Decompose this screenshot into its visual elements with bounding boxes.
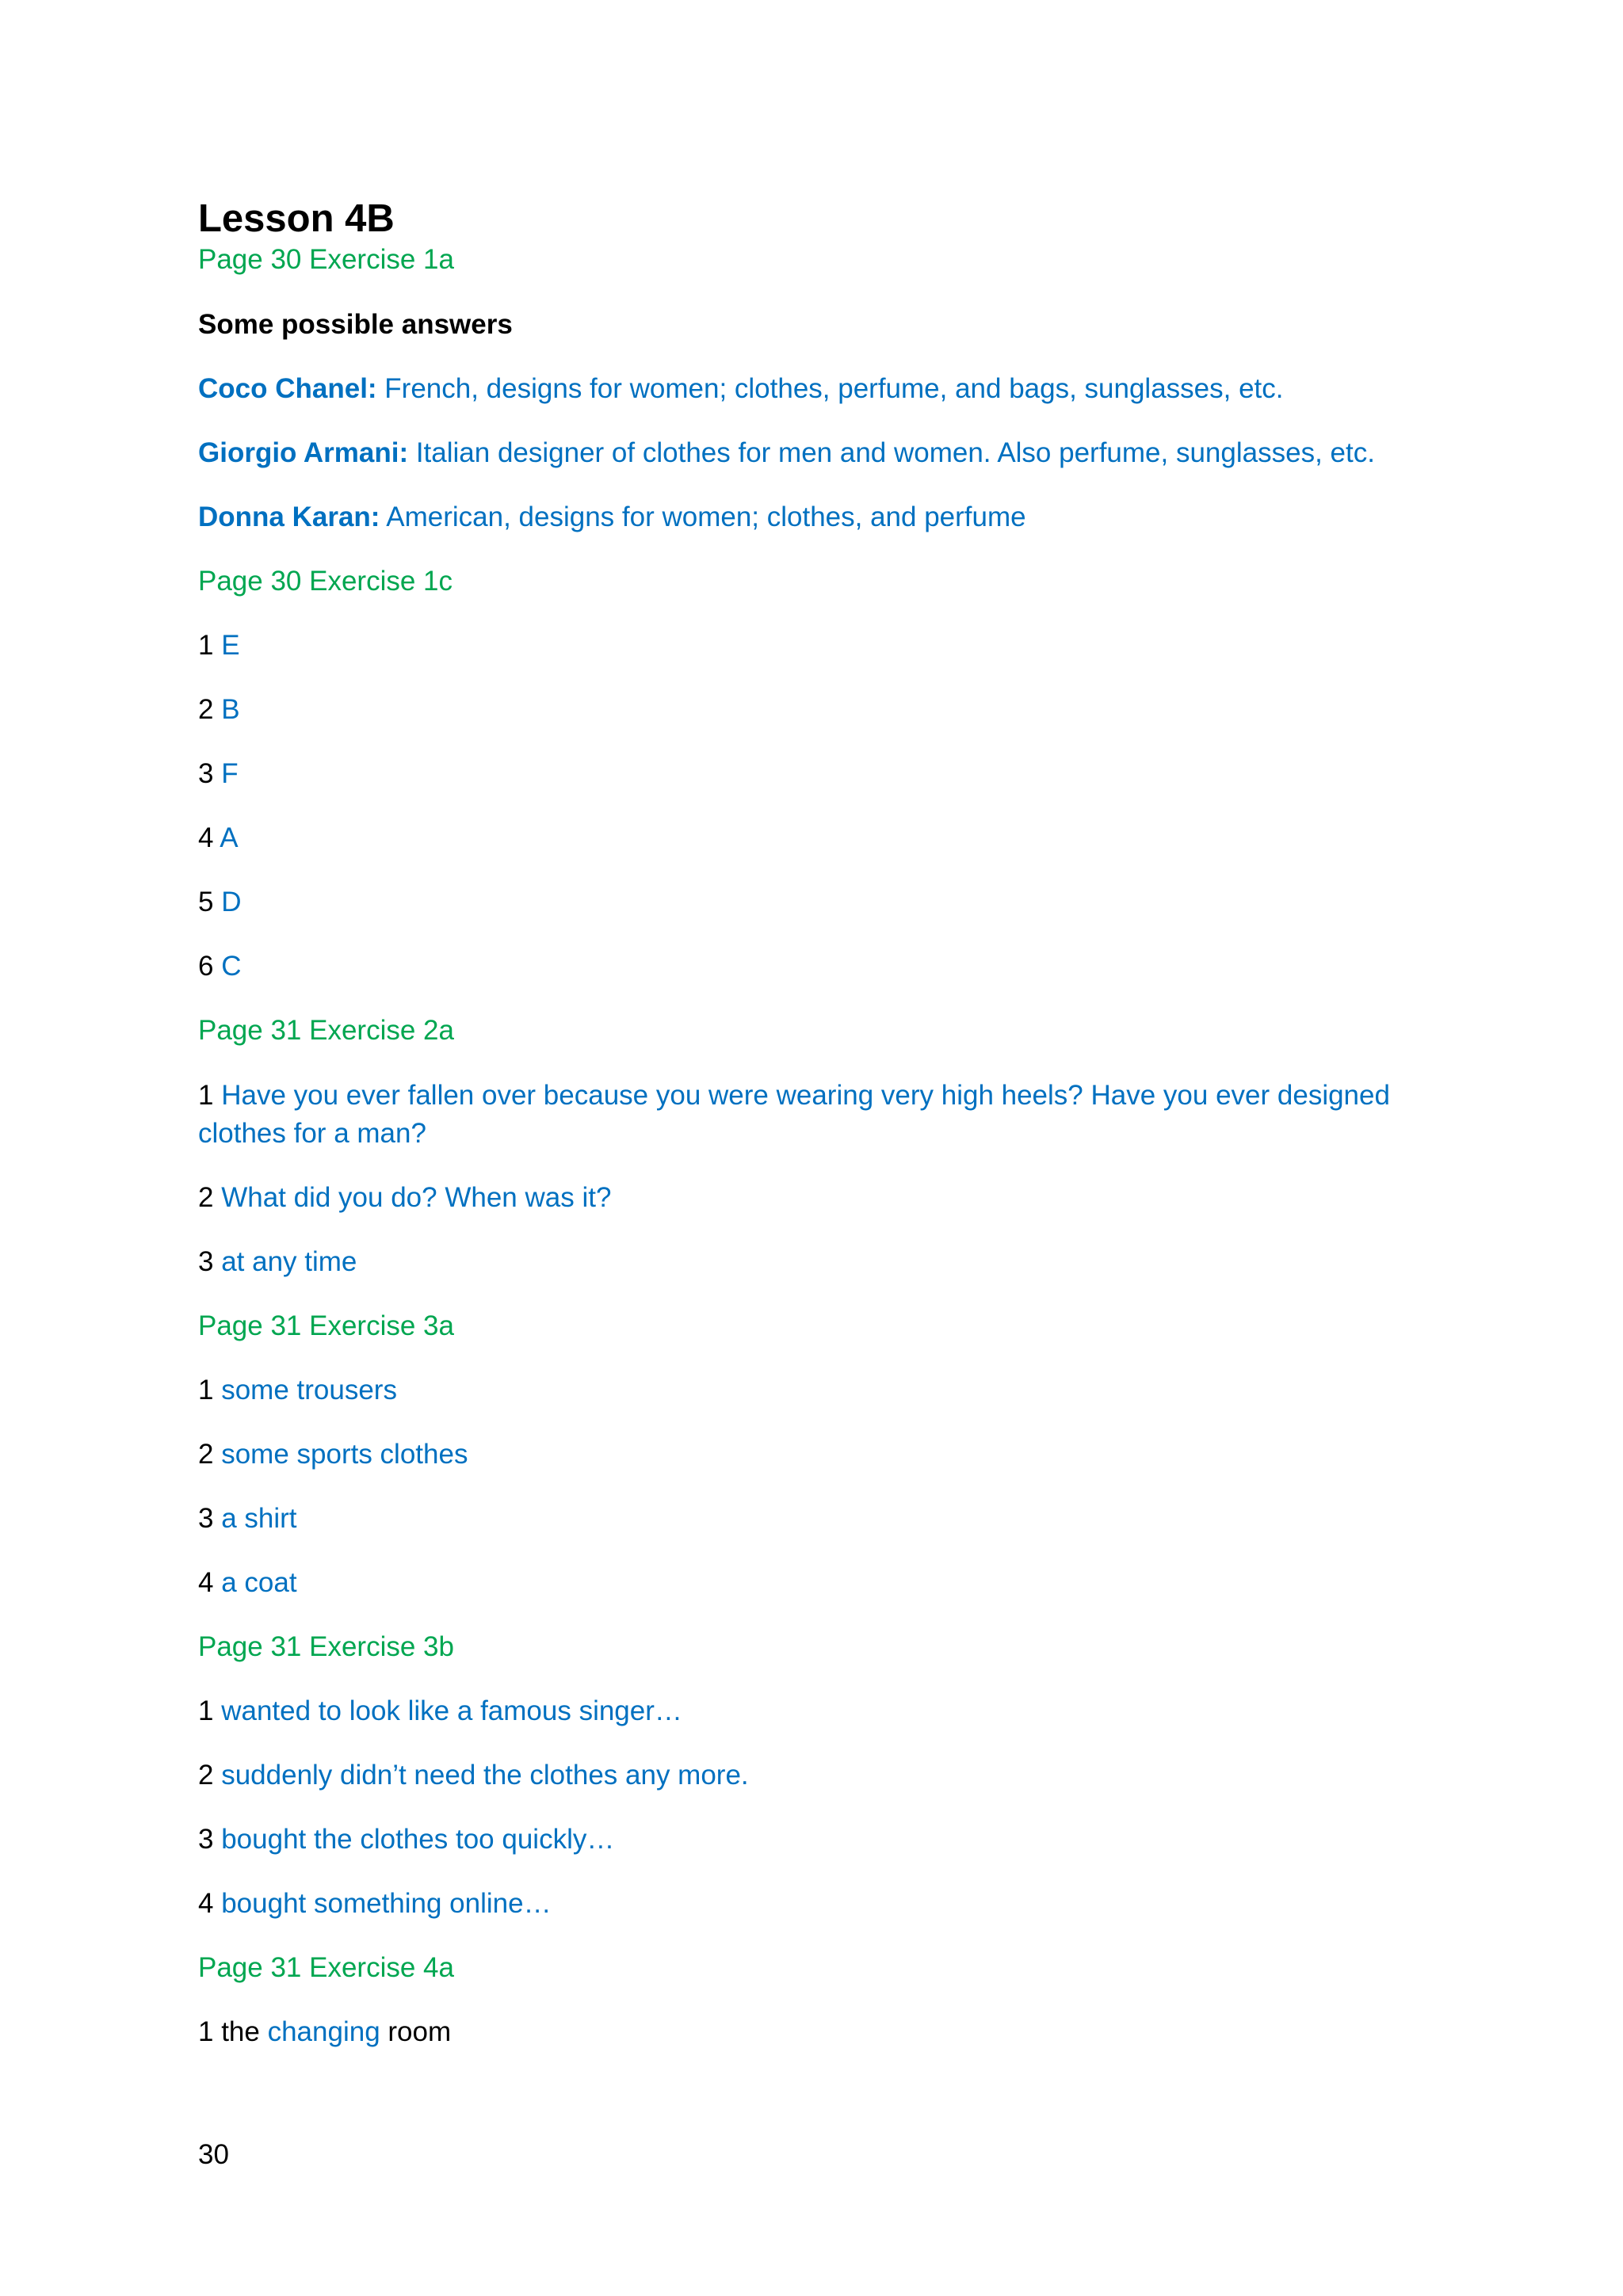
designer-description: French, designs for women; clothes, perfume, and bags, sunglasses, etc. xyxy=(376,373,1284,404)
answer-number: 6 xyxy=(198,951,214,982)
designer-name: Giorgio Armani: xyxy=(198,437,409,468)
answer-number: 1 xyxy=(198,1695,214,1726)
answer-text: some trousers xyxy=(221,1375,397,1405)
exercise-label-2a: Page 31 Exercise 2a xyxy=(198,1015,454,1046)
answer-text: E xyxy=(221,630,240,661)
answer-text-continuation: clothes for a man? xyxy=(198,1118,426,1149)
designer-entry xyxy=(198,371,1284,407)
answer-number: 3 xyxy=(198,1246,214,1277)
answer-text: D xyxy=(221,887,242,917)
answer-item xyxy=(198,1436,468,1473)
answer-text: Have you ever fallen over because you were wearing very high heels? Have you ever designed xyxy=(221,1080,1390,1111)
answer-number: 3 xyxy=(198,1503,214,1534)
answer-text: a shirt xyxy=(221,1503,297,1534)
answer-text: suddenly didn’t need the clothes any more. xyxy=(221,1760,749,1791)
answer-suffix: room xyxy=(388,2016,452,2047)
answer-item xyxy=(198,1077,1390,1114)
answer-number: 2 xyxy=(198,1182,214,1213)
answer-item xyxy=(198,820,239,856)
answer-text: bought something online… xyxy=(221,1888,552,1919)
answer-item xyxy=(198,1821,614,1858)
answer-number: 1 xyxy=(198,1080,214,1111)
answer-highlight: changing xyxy=(267,2016,380,2047)
answer-text: bought the clothes too quickly… xyxy=(221,1824,615,1855)
page-number: 30 xyxy=(198,2139,229,2170)
answer-item xyxy=(198,1180,611,1216)
exercise-label-4a: Page 31 Exercise 4a xyxy=(198,1952,454,1983)
answer-item xyxy=(198,627,240,664)
answer-number: 2 xyxy=(198,694,214,725)
answer-number: 3 xyxy=(198,1824,214,1855)
answer-item xyxy=(198,2014,451,2050)
answer-text: B xyxy=(221,694,240,725)
answer-item xyxy=(198,948,241,985)
answer-number: 1 xyxy=(198,630,214,661)
answer-number: 5 xyxy=(198,887,214,917)
answer-item xyxy=(198,1565,297,1601)
answer-text: What did you do? When was it? xyxy=(221,1182,612,1213)
answer-item xyxy=(198,1372,397,1409)
answer-item xyxy=(198,1886,552,1922)
answer-item xyxy=(198,692,240,728)
answer-item xyxy=(198,1757,749,1794)
designer-name: Donna Karan: xyxy=(198,502,380,532)
answer-text: at any time xyxy=(221,1246,357,1277)
answer-text: C xyxy=(221,951,242,982)
answer-prefix: the xyxy=(221,2016,260,2047)
answer-item xyxy=(198,756,239,792)
answer-text: F xyxy=(221,758,239,789)
answer-text: some sports clothes xyxy=(221,1439,468,1470)
exercise-label-3a: Page 31 Exercise 3a xyxy=(198,1310,454,1341)
answer-text: a coat xyxy=(221,1567,297,1598)
answer-number: 3 xyxy=(198,758,214,789)
answer-item xyxy=(198,884,241,921)
answer-number: 4 xyxy=(198,1888,214,1919)
designer-name: Coco Chanel: xyxy=(198,373,377,404)
answer-item xyxy=(198,1501,297,1537)
answer-number: 4 xyxy=(198,822,214,853)
exercise-label-1a: Page 30 Exercise 1a xyxy=(198,244,454,275)
answer-number: 2 xyxy=(198,1439,214,1470)
answer-number: 2 xyxy=(198,1760,214,1791)
designer-description: American, designs for women; clothes, and perfume xyxy=(380,502,1026,532)
designer-entry xyxy=(198,499,1026,536)
exercise-label-1c: Page 30 Exercise 1c xyxy=(198,566,453,597)
answer-number: 4 xyxy=(198,1567,214,1598)
answer-text: wanted to look like a famous singer… xyxy=(221,1695,682,1726)
answer-number: 1 xyxy=(198,2016,214,2047)
answer-item xyxy=(198,1244,357,1280)
answer-number: 1 xyxy=(198,1375,214,1405)
designer-entry xyxy=(198,435,1375,471)
answer-text: A xyxy=(220,822,239,853)
designer-description: Italian designer of clothes for men and women. Also perfume, sunglasses, etc. xyxy=(408,437,1375,468)
answer-item xyxy=(198,1693,682,1730)
exercise-label-3b: Page 31 Exercise 3b xyxy=(198,1631,454,1662)
subheading-possible-answers: Some possible answers xyxy=(198,309,513,340)
lesson-heading: Lesson 4B xyxy=(198,197,395,240)
